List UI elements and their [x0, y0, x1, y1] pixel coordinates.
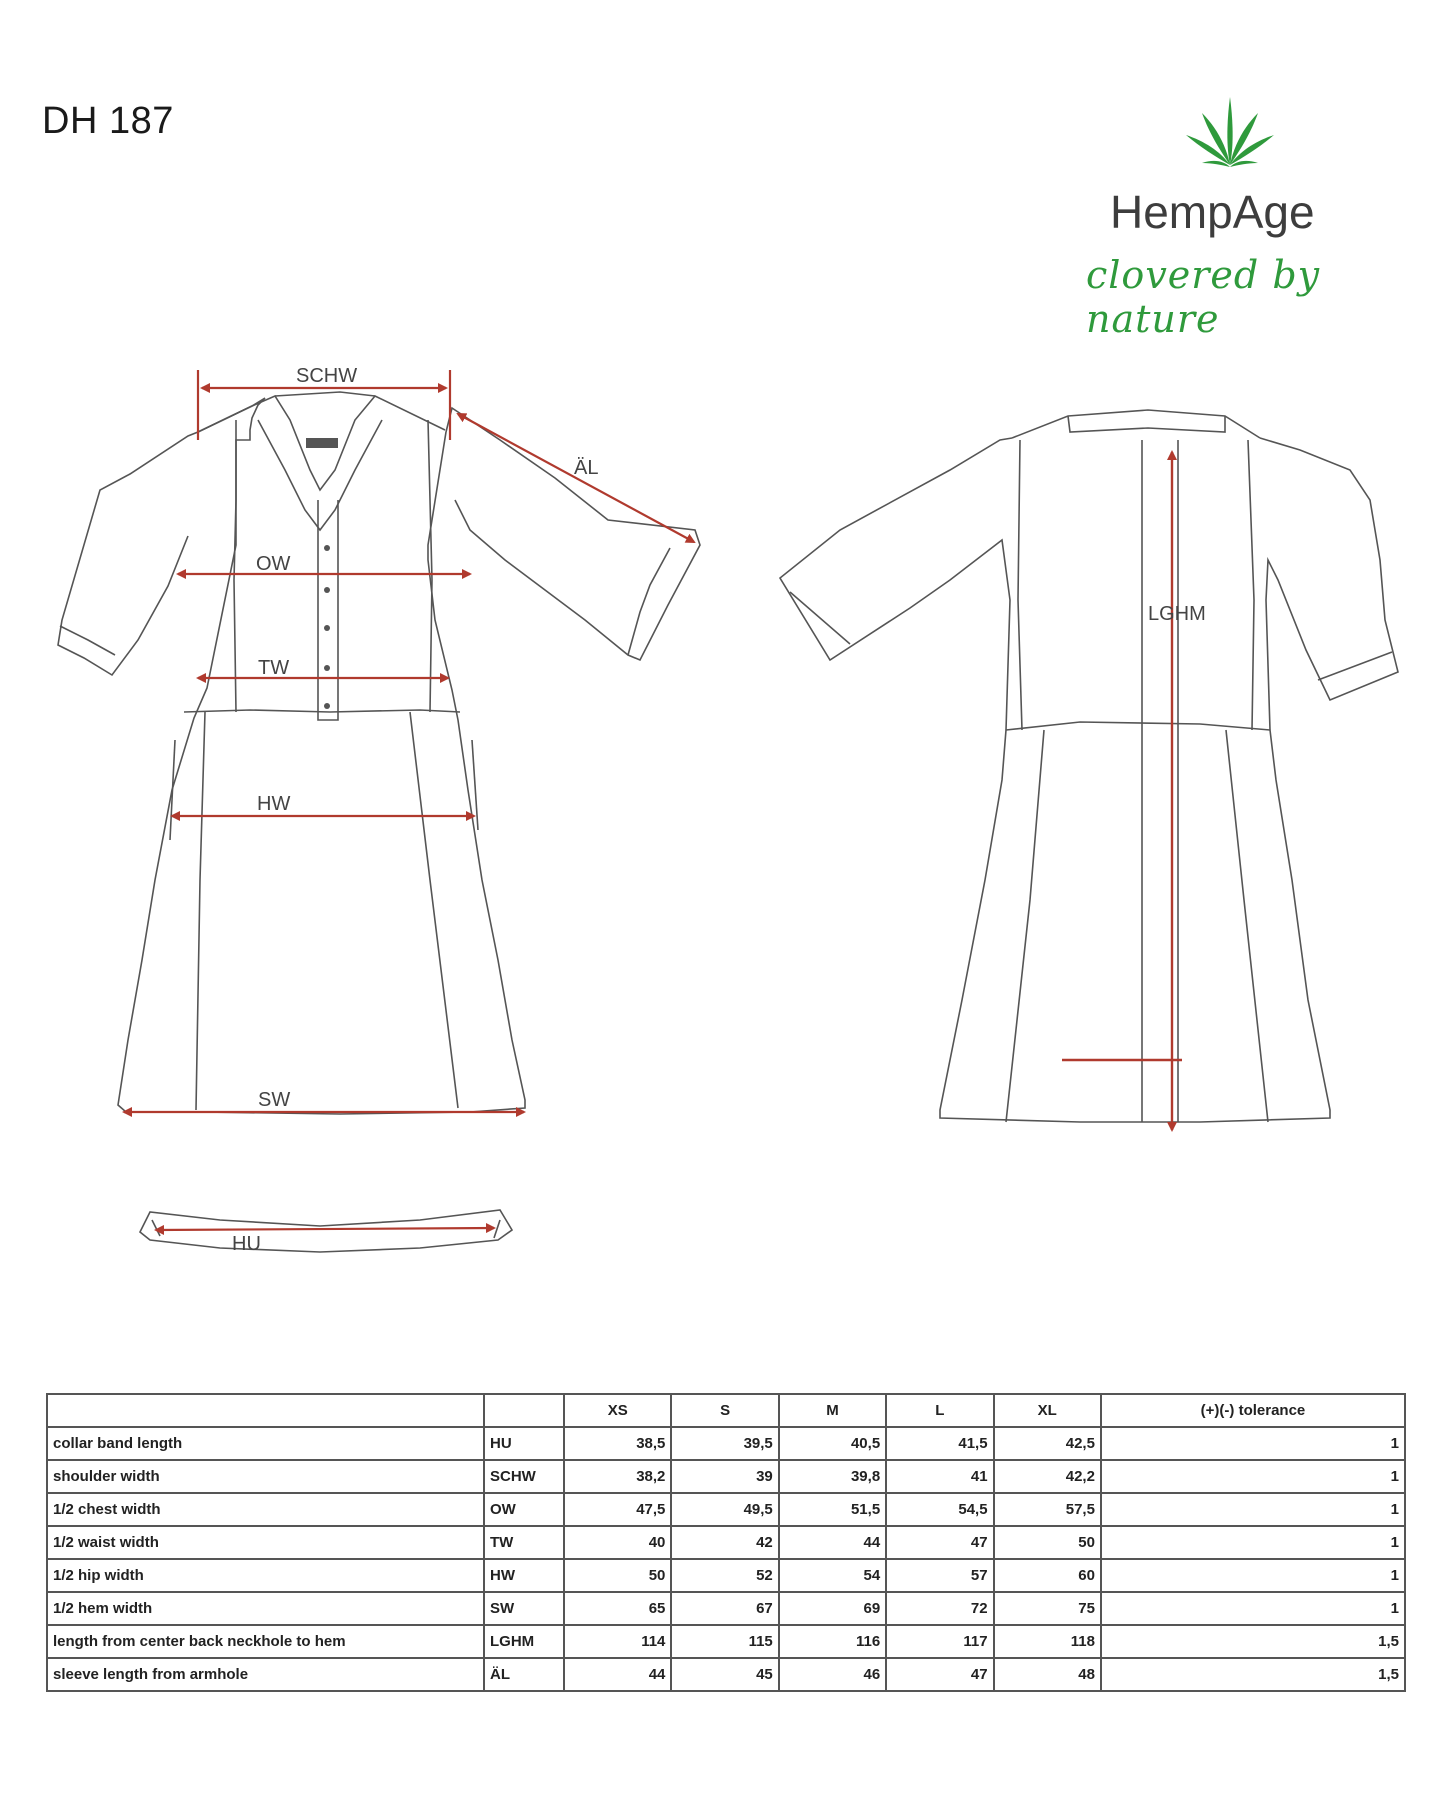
cell-m: 116 — [779, 1625, 886, 1658]
cell-s: 42 — [671, 1526, 778, 1559]
cell-tolerance: 1,5 — [1101, 1625, 1405, 1658]
table-header-xl: XL — [994, 1394, 1101, 1427]
table-header-tolerance: (+)(-) tolerance — [1101, 1394, 1405, 1427]
table-row — [47, 1427, 1405, 1460]
row-label: collar band length — [47, 1427, 484, 1460]
table-row — [47, 1625, 1405, 1658]
label-sw: SW — [258, 1089, 291, 1111]
cell-tolerance: 1 — [1101, 1559, 1405, 1592]
row-code: SW — [484, 1592, 564, 1625]
cell-m: 69 — [779, 1592, 886, 1625]
row-code: HW — [484, 1559, 564, 1592]
cell-m: 44 — [779, 1526, 886, 1559]
label-al: ÄL — [574, 457, 599, 479]
cell-xs: 65 — [564, 1592, 671, 1625]
cell-l: 72 — [886, 1592, 993, 1625]
cell-l: 47 — [886, 1526, 993, 1559]
cell-xs: 38,5 — [564, 1427, 671, 1460]
row-label: sleeve length from armhole — [47, 1658, 484, 1691]
cell-m: 51,5 — [779, 1493, 886, 1526]
cell-s: 39 — [671, 1460, 778, 1493]
cell-tolerance: 1 — [1101, 1526, 1405, 1559]
cell-tolerance: 1,5 — [1101, 1658, 1405, 1691]
label-tw: TW — [258, 657, 290, 679]
cell-xl: 42,2 — [994, 1460, 1101, 1493]
table-row — [47, 1460, 1405, 1493]
row-label: 1/2 hip width — [47, 1559, 484, 1592]
cell-xl: 57,5 — [994, 1493, 1101, 1526]
cell-m: 39,8 — [779, 1460, 886, 1493]
cell-xl: 60 — [994, 1559, 1101, 1592]
label-hw: HW — [257, 793, 291, 815]
label-hu: HU — [232, 1233, 261, 1255]
row-label: length from center back neckhole to hem — [47, 1625, 484, 1658]
size-chart-table — [46, 1393, 1406, 1692]
cell-l: 41,5 — [886, 1427, 993, 1460]
table-header-l: L — [886, 1394, 993, 1427]
table-row — [47, 1658, 1405, 1691]
cell-l: 47 — [886, 1658, 993, 1691]
row-code: TW — [484, 1526, 564, 1559]
label-lghm: LGHM — [1148, 603, 1206, 625]
table-header-cell — [484, 1394, 564, 1427]
table-header-m: M — [779, 1394, 886, 1427]
cell-xs: 114 — [564, 1625, 671, 1658]
row-code: LGHM — [484, 1625, 564, 1658]
cell-m: 54 — [779, 1559, 886, 1592]
row-label: 1/2 chest width — [47, 1493, 484, 1526]
back-garment-outline — [780, 410, 1398, 1122]
front-measurements — [124, 370, 694, 1112]
table-row — [47, 1559, 1405, 1592]
cell-xl: 118 — [994, 1625, 1101, 1658]
cell-s: 39,5 — [671, 1427, 778, 1460]
cell-s: 115 — [671, 1625, 778, 1658]
row-label: 1/2 hem width — [47, 1592, 484, 1625]
cell-xs: 50 — [564, 1559, 671, 1592]
cell-xl: 75 — [994, 1592, 1101, 1625]
row-label: shoulder width — [47, 1460, 484, 1493]
row-code: HU — [484, 1427, 564, 1460]
cell-xs: 40 — [564, 1526, 671, 1559]
cell-xs: 44 — [564, 1658, 671, 1691]
row-code: ÄL — [484, 1658, 564, 1691]
table-header-xs: XS — [564, 1394, 671, 1427]
collar-band-outline — [140, 1210, 512, 1252]
table-row — [47, 1592, 1405, 1625]
row-code: SCHW — [484, 1460, 564, 1493]
table-row — [47, 1526, 1405, 1559]
collar-measurement-hu — [156, 1228, 494, 1230]
front-buttons — [324, 545, 330, 709]
cell-xl: 42,5 — [994, 1427, 1101, 1460]
cell-m: 46 — [779, 1658, 886, 1691]
cell-s: 45 — [671, 1658, 778, 1691]
table-header-cell — [47, 1394, 484, 1427]
brand-name: HempAge — [1110, 186, 1315, 238]
cell-xl: 48 — [994, 1658, 1101, 1691]
row-code: OW — [484, 1493, 564, 1526]
front-garment-outline — [58, 392, 700, 1114]
cell-tolerance: 1 — [1101, 1493, 1405, 1526]
table-header-row — [47, 1394, 1405, 1427]
row-label: 1/2 waist width — [47, 1526, 484, 1559]
label-ow: OW — [256, 553, 291, 575]
cell-l: 57 — [886, 1559, 993, 1592]
cell-xs: 47,5 — [564, 1493, 671, 1526]
cell-s: 52 — [671, 1559, 778, 1592]
cell-tolerance: 1 — [1101, 1460, 1405, 1493]
cell-l: 41 — [886, 1460, 993, 1493]
cell-s: 49,5 — [671, 1493, 778, 1526]
table-header-s: S — [671, 1394, 778, 1427]
label-schw: SCHW — [296, 365, 358, 387]
cell-xl: 50 — [994, 1526, 1101, 1559]
table-row — [47, 1493, 1405, 1526]
cell-xs: 38,2 — [564, 1460, 671, 1493]
cell-l: 117 — [886, 1625, 993, 1658]
cell-tolerance: 1 — [1101, 1427, 1405, 1460]
model-code: DH 187 — [42, 100, 174, 142]
cell-l: 54,5 — [886, 1493, 993, 1526]
cell-m: 40,5 — [779, 1427, 886, 1460]
brand-tagline: clovered by nature — [1086, 253, 1321, 341]
cell-tolerance: 1 — [1101, 1592, 1405, 1625]
neck-label — [306, 438, 338, 448]
cell-s: 67 — [671, 1592, 778, 1625]
